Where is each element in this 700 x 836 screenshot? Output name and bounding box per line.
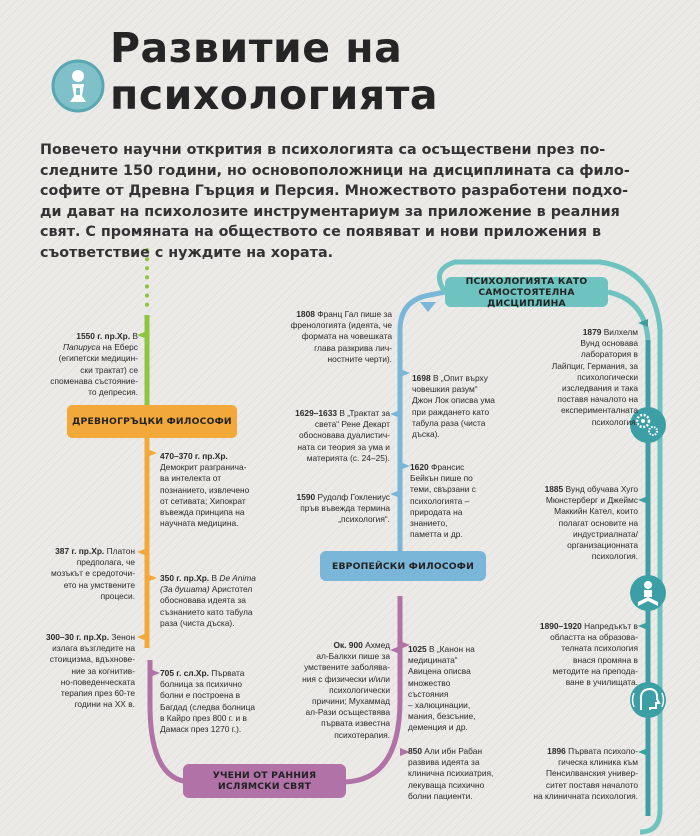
event-text: ностните черти). — [327, 353, 392, 364]
event-text: години на XX в. — [74, 699, 135, 710]
event-text: областта на образова- — [550, 632, 638, 643]
event-date: 1025 — [408, 644, 427, 654]
event-text: организационната — [567, 540, 638, 551]
event-text: ски трактат) се — [80, 364, 138, 375]
event-text: Али ибн Рабан — [421, 746, 483, 756]
event-date: 1885 — [544, 484, 564, 494]
event-text: болни е построена в — [160, 690, 241, 701]
event-text: света“ Рене Декарт — [314, 419, 390, 430]
intro-line: софите от Древна Гърция и Персия. Множеството разработени подхо- — [40, 183, 629, 199]
event-text: съзнанието като табула — [160, 606, 253, 617]
event-text: психологически — [329, 684, 390, 695]
event-text: при раждането като — [412, 406, 490, 417]
event-1885 — [500, 484, 638, 562]
event-date: 1550 г. пр.Хр. — [76, 331, 131, 341]
event-text: Пенсилванския универ- — [545, 768, 638, 779]
intro-line: Повечето научни открития в психологията са осъществени през по- — [40, 142, 606, 158]
event-text: Ахмед — [362, 640, 390, 650]
label-psychology-discipline — [445, 277, 608, 307]
event-text: Лайпциг, Германия, за — [551, 360, 638, 371]
event-text: в Кайро през 800 г. и в — [160, 712, 247, 723]
label-text: ПСИХОЛОГИЯТА КАТО — [465, 275, 588, 287]
person-keyhole-icon — [53, 61, 103, 111]
event-text: Платон — [104, 546, 135, 556]
event-text: Франсис — [428, 462, 465, 472]
event-text: въвежда принципа на — [160, 507, 245, 518]
event-text: Вилхелм — [601, 327, 638, 337]
event-text: експерименталната — [561, 405, 638, 416]
event-1808 — [286, 309, 392, 365]
page-title — [110, 25, 670, 119]
event-italic: Папируса — [62, 342, 101, 353]
event-text: (египетски медицин- — [58, 353, 138, 364]
event-text: табула раза (чиста — [412, 417, 486, 428]
event-text: френологията (идеята, че — [290, 320, 392, 331]
event-text: Дамаск през 1270 г.). — [160, 724, 242, 735]
event-text: излага възгледите на — [52, 643, 135, 654]
event-text: болница за психично — [160, 679, 242, 690]
event-text: – халюцинации, — [408, 700, 471, 711]
event-text: психология. — [591, 551, 638, 562]
event-text: клинична психиатрия, — [408, 768, 494, 779]
green-timeline — [137, 250, 147, 405]
event-date: Ок. 900 — [333, 640, 363, 650]
intro-line: ди дават на психолозите инструментариум за приложение в реалния — [40, 203, 620, 220]
event-1025 — [408, 644, 508, 734]
event-text: ал-Балкхи пише за — [316, 651, 390, 662]
event-text: психологията – — [410, 495, 470, 506]
event-text: стоицизма, вдъхнове- — [49, 654, 135, 665]
intro-line: свят. С промяната на обществото се появяват и нови приложения в — [40, 224, 602, 240]
orange-timeline — [137, 438, 157, 648]
intro-paragraph — [40, 140, 660, 263]
event-text: природата на — [410, 506, 463, 517]
event-text: паметта и др. — [410, 529, 463, 540]
event-text: Вунд обучава Хуго — [563, 484, 638, 494]
event-text: ситет поставя началото — [545, 779, 638, 790]
title-line-2: психологията — [110, 71, 439, 119]
event-text: Маккийн Кател, които — [554, 506, 638, 517]
event-text: медицината“ — [408, 655, 458, 666]
event-text: Авицена описва — [408, 666, 471, 677]
event-text: обосновава идеята за — [160, 595, 246, 606]
event-470bc — [160, 451, 280, 529]
event-text: причини; Мухаммад — [312, 696, 390, 707]
event-1620 — [410, 462, 510, 540]
event-text: В „Опит върху — [430, 373, 488, 383]
event-text: мозъкът е средоточи- — [51, 568, 135, 579]
event-italic: (За душата) — [160, 584, 210, 595]
event-date: 1896 — [547, 746, 566, 756]
event-text: мания, безсъние, — [408, 711, 476, 722]
event-text: ето на умствените — [63, 579, 135, 590]
event-text: на клиничната психология. — [533, 790, 638, 801]
event-text: В — [209, 573, 220, 583]
event-text: психология. — [591, 416, 638, 427]
event-text: психотерапия. — [334, 729, 390, 740]
event-text: познанието, извлечено — [160, 484, 250, 495]
event-text: умствените заболява- — [304, 662, 390, 673]
event-text: ния с физически и/или — [302, 673, 390, 684]
event-text: гическа клиника към — [558, 757, 638, 768]
event-text: обосновава дуалистич- — [299, 430, 390, 441]
event-text: първата известна — [321, 718, 390, 729]
label-greek-philosophers — [67, 405, 237, 438]
intro-line: съответствие с нуждите на хората. — [40, 244, 334, 261]
event-date: 1698 — [412, 373, 431, 383]
event-date: 1629–1633 — [295, 408, 338, 418]
event-text: деменция и др. — [408, 722, 468, 733]
event-text: методите на препода- — [552, 665, 638, 676]
event-text: на Еберс — [100, 342, 138, 353]
event-text: лекуваща психично — [408, 779, 485, 790]
person-reading-icon — [630, 575, 666, 611]
event-date: 387 г. пр.Хр. — [55, 546, 105, 556]
event-text: множество — [408, 677, 451, 688]
event-text: болни пациенти. — [408, 790, 473, 801]
event-text: научната медицина. — [160, 518, 239, 529]
event-date: 1620 — [410, 462, 429, 472]
event-text: състояния — [408, 688, 449, 699]
event-1590 — [278, 492, 390, 526]
event-text: ва интелекта от — [160, 473, 222, 484]
event-text: от сетивата; Хипократ — [160, 495, 246, 506]
event-text: полагат основите на — [558, 517, 638, 528]
event-text: поставя началото на — [557, 394, 638, 405]
event-text: внася промяна в — [573, 654, 638, 665]
event-date: 1590 — [296, 492, 316, 502]
label-islamic-scholars — [183, 764, 346, 798]
event-text: „психология“. — [338, 514, 390, 525]
event-text: Първата психоло- — [565, 746, 638, 756]
intro-line: следните 150 години, но основоположници на дисциплината са фило- — [40, 162, 630, 179]
event-text: Мюнстерберг и Джеймс — [545, 495, 638, 506]
event-date: 470–370 г. пр.Хр. — [160, 451, 228, 461]
event-text: Зенон — [109, 632, 135, 642]
event-text: В „Трактат за — [337, 408, 390, 418]
event-text: материята (с. 24–25). — [306, 452, 390, 463]
event-text: то депресия. — [88, 387, 138, 398]
event-text: Багдад (следва болница — [160, 701, 256, 712]
event-text: знанието, — [410, 518, 448, 529]
event-text: развива идеята за — [408, 757, 480, 768]
event-date: 1890–1920 — [539, 621, 582, 631]
event-text: изследвания и така — [562, 383, 638, 394]
label-european-philosophers — [320, 551, 486, 581]
event-705ad — [160, 668, 280, 735]
event-text: терапия през 60-те — [60, 688, 135, 699]
event-text: ал-Рази осъществява — [305, 707, 390, 718]
event-1629 — [280, 408, 390, 464]
event-text: Първата — [208, 668, 245, 678]
event-text: Рудолф Гоклениус — [315, 492, 390, 502]
event-300bc — [22, 632, 135, 710]
event-date: 350 г. пр.Хр. — [160, 573, 210, 583]
event-text: дъска). — [412, 429, 440, 440]
event-text: процеси. — [100, 590, 135, 601]
event-text: индустриалната/ — [572, 528, 638, 539]
event-text: Аристотел — [209, 584, 253, 595]
label-text: САМОСТОЯТЕЛНА ДИСЦИПЛИНА — [478, 286, 575, 309]
event-date: 300–30 г. пр.Хр. — [45, 632, 110, 642]
event-text: Джон Лок описва ума — [412, 395, 495, 406]
event-date: 705 г. сл.Хр. — [160, 668, 209, 678]
event-1896 — [500, 746, 638, 802]
event-text: психологически — [577, 371, 638, 382]
event-text: предполага, че — [76, 557, 135, 568]
event-text: телната психология — [561, 643, 638, 654]
event-text: формата на човешката — [301, 331, 392, 342]
event-387bc — [30, 546, 135, 602]
label-text: ИСЛЯМСКИ СВЯТ — [217, 781, 312, 792]
event-1879 — [508, 327, 638, 428]
event-date: 1879 — [582, 327, 602, 337]
event-text: Франц Гал пише за — [314, 309, 392, 319]
event-date: 1808 — [296, 309, 315, 319]
event-text: В — [130, 331, 138, 341]
event-text: споменава състояние- — [50, 375, 138, 386]
label-text: ДРЕВНОГРЪЦКИ ФИЛОСОФИ — [72, 416, 232, 427]
event-text: пръв въвежда термина — [300, 503, 390, 514]
event-1550bc — [42, 331, 138, 398]
event-350bc — [160, 573, 280, 629]
event-text: човешкия разум“ — [412, 384, 478, 395]
event-text: раза (чиста дъска). — [160, 617, 235, 628]
label-text: УЧЕНИ ОТ РАННИЯ — [212, 770, 317, 781]
title-line-1: Развитие на — [110, 24, 403, 72]
event-900 — [284, 640, 390, 741]
label-text: ЕВРОПЕЙСКИ ФИЛОСОФИ — [331, 560, 474, 572]
event-text: ване в училищата. — [565, 677, 638, 688]
event-italic: De Anima — [219, 573, 256, 583]
event-1698 — [412, 373, 512, 440]
event-text: лаборатория в — [580, 349, 638, 360]
event-text: Бейкън пише по — [410, 473, 473, 484]
event-text: теми, свързани с — [410, 484, 476, 495]
event-1890 — [500, 621, 638, 688]
event-text: Напредъкът в — [581, 621, 638, 631]
event-text: В „Канон на — [426, 644, 475, 654]
event-text: глава разкрива лич- — [314, 342, 392, 353]
event-text: Вунд основава — [580, 338, 638, 349]
event-text: ната си теория за ума и — [297, 441, 390, 452]
event-date: 850 — [408, 746, 422, 756]
event-text: ние за когнитив- — [71, 665, 135, 676]
event-text: но-поведенческата — [60, 676, 135, 687]
event-text: Демокрит разгранича- — [160, 462, 247, 473]
